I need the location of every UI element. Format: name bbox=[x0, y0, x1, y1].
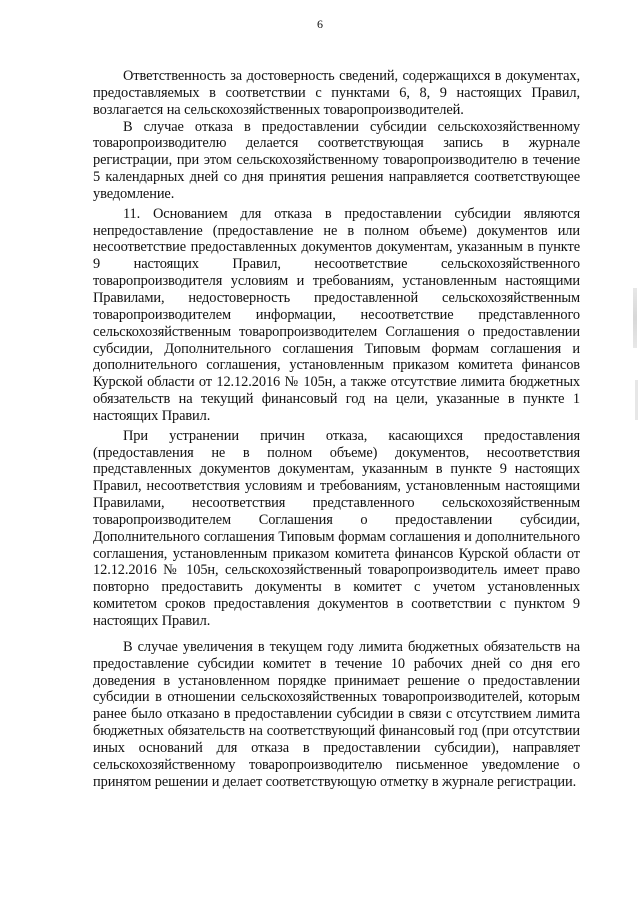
paragraph-refusal-record: В случае отказа в предоставлении субсидии сельскохозяйственному товаропроизводителю делается соответствующая запись в журнале регистрации, при этом сельскохозяйственному товаропроизводителю в течение 5 календарных дней со дня принятия решения направляется соответствующее уведомление. bbox=[93, 118, 580, 202]
page-number: 6 bbox=[317, 17, 323, 31]
paragraph-refusal-grounds: 11. Основанием для отказа в предоставлении субсидии являются непредоставление (предоставление не в полном объеме) документов или несоответствие предоставленных документов документам, указанным в пункте 9 настоящих Правил, несоответствие сельскохозяйственного товаропроизводителя условиям и требованиям, установленным настоящими Правилами, недостоверность предоставленной сельскохозяйственным товаропроизводителем информации, несоответствие представленного сельскохозяйственным товаропроизводителем Соглашения о предоставлении субсидии, Дополнительного соглашения Типовым формам соглашения и дополнительного соглашения, установленным приказом комитета финансов Курской области от 12.12.2016 № 105н, а также отсутствие лимита бюджетных обязательств на текущий финансовый год на цели, указанные в пункте 1 настоящих Правил. bbox=[93, 205, 580, 424]
paragraph-responsibility: Ответственность за достоверность сведений, содержащихся в документах, предоставляемых в соответствии с пунктами 6, 8, 9 настоящих Правил, возлагается на сельскохозяйственных товаропроизводителей. bbox=[93, 68, 580, 118]
scan-edge-mark-lower bbox=[635, 380, 638, 420]
paragraph-limit-increase: В случае увеличения в текущем году лимита бюджетных обязательств на предоставление субсидии комитет в течение 10 рабочих дней со дня его доведения в установленном порядке принимает решение о предоставлении субсидии в отношении сельскохозяйственных товаропроизводителей, которым ранее было отказано в предоставлении субсидии в связи с отсутствием лимита бюджетных обязательств на соответствующий финансовый год (при отсутствии иных оснований для отказа в предоставлении субсидии), направляет сельскохозяйственному товаропроизводителю письменное уведомление о принятом решении и делает соответствующую отметку в журнале регистрации. bbox=[93, 638, 580, 790]
scan-edge-mark bbox=[633, 288, 637, 348]
document-body bbox=[93, 68, 580, 790]
paragraph-resubmission: При устранении причин отказа, касающихся предоставления (предоставления не в полном объеме) документов, несоответствия представленных документов документам, указанным в пункте 9 настоящих Правил, несоответствия условиям и требованиям, установленным настоящими Правилами, несоответствия представленного сельскохозяйственным товаропроизводителем Соглашения о предоставлении субсидии, Дополнительного соглашения Типовым формам соглашения и дополнительного соглашения, установленным приказом комитета финансов Курской области от 12.12.2016 № 105н, сельскохозяйственный товаропроизводитель имеет право повторно предоставить документы в комитет с учетом установленных комитетом сроков предоставления документов в соответствии с пунктом 9 настоящих Правил. bbox=[93, 427, 580, 629]
